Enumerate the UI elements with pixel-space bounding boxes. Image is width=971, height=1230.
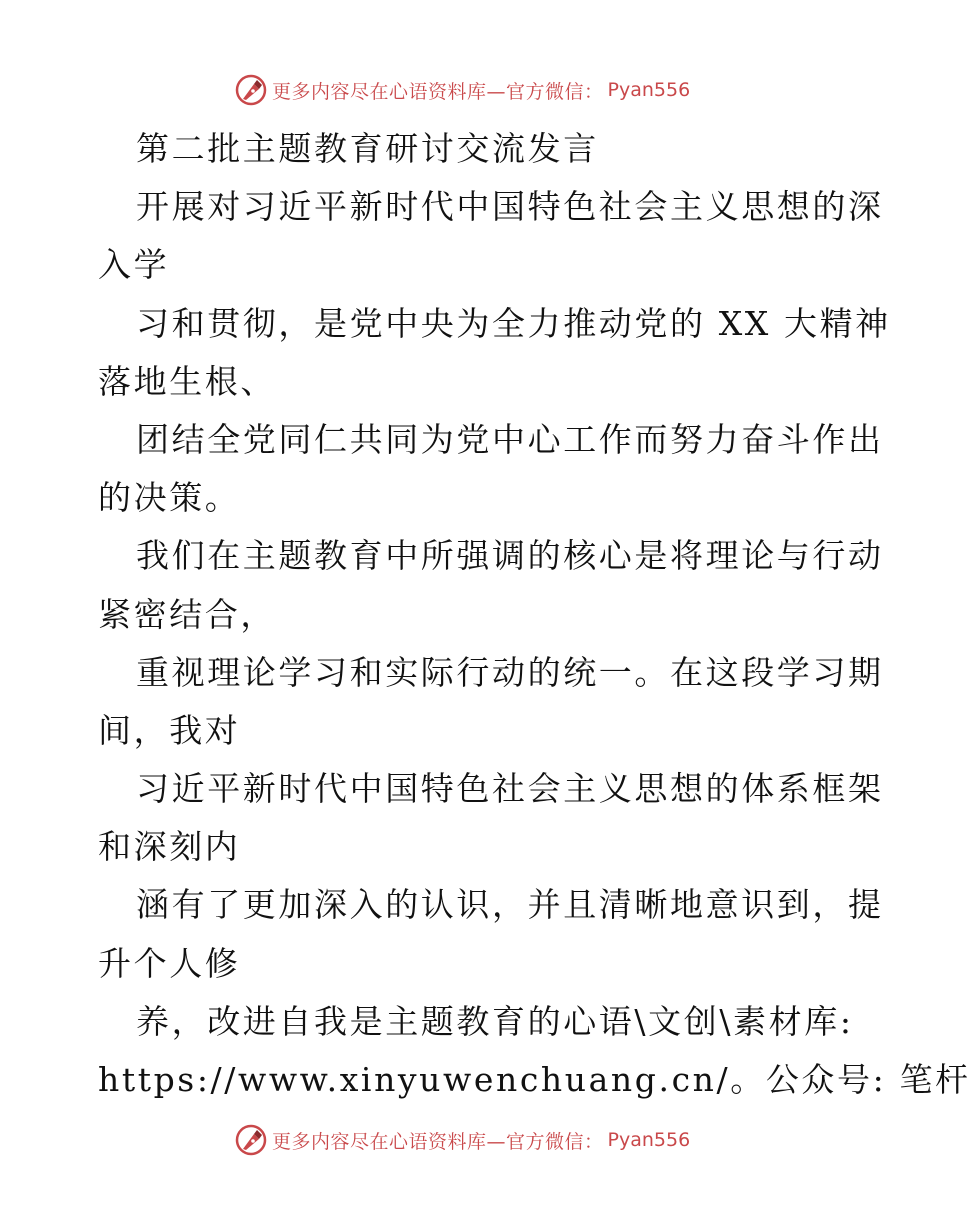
text-line: 落地生根、 (98, 361, 276, 401)
document-body (98, 120, 971, 1109)
text-line: 养，改进自我是主题教育的心语\文创\素材库: (136, 1001, 854, 1041)
text-line: 重视理论学习和实际行动的统一。在这段学习期 (136, 652, 884, 692)
document-title: 第二批主题教育研讨交流发言 (136, 129, 599, 168)
watermark-footer (234, 1122, 690, 1158)
text-line: 入学 (98, 245, 170, 285)
text-line: 升个人修 (98, 943, 241, 983)
watermark-text: 更多内容尽在心语资料库—官方微信： (272, 1130, 604, 1153)
text-line: 紧密结合， (98, 594, 276, 634)
text-line: 和深刻内 (98, 827, 241, 867)
text-line: 习和贯彻，是党中央为全力推动党的 XX 大精神 (136, 303, 891, 343)
text-line: 间，我对 (98, 710, 241, 750)
fountain-pen-nib-icon (234, 73, 268, 107)
watermark-text: 更多内容尽在心语资料库—官方微信： (272, 80, 604, 103)
watermark-wechat-id: Pyan556 (607, 1129, 691, 1151)
text-line: 开展对习近平新时代中国特色社会主义思想的深 (136, 187, 884, 227)
watermark-wechat-id: Pyan556 (607, 79, 691, 101)
text-line: https://www.xinyuwenchuang.cn/。公众号: 笔杆 (98, 1060, 971, 1099)
text-line: 我们在主题教育中所强调的核心是将理论与行动 (136, 536, 884, 576)
text-line: 涵有了更加深入的认识，并且清晰地意识到，提 (136, 885, 884, 925)
text-line: 习近平新时代中国特色社会主义思想的体系框架 (136, 769, 884, 809)
text-line: 的决策。 (98, 478, 241, 518)
fountain-pen-nib-icon (234, 1123, 268, 1157)
watermark-header (234, 72, 690, 108)
text-line: 团结全党同仁共同为党中心工作而努力奋斗作出 (136, 419, 884, 459)
